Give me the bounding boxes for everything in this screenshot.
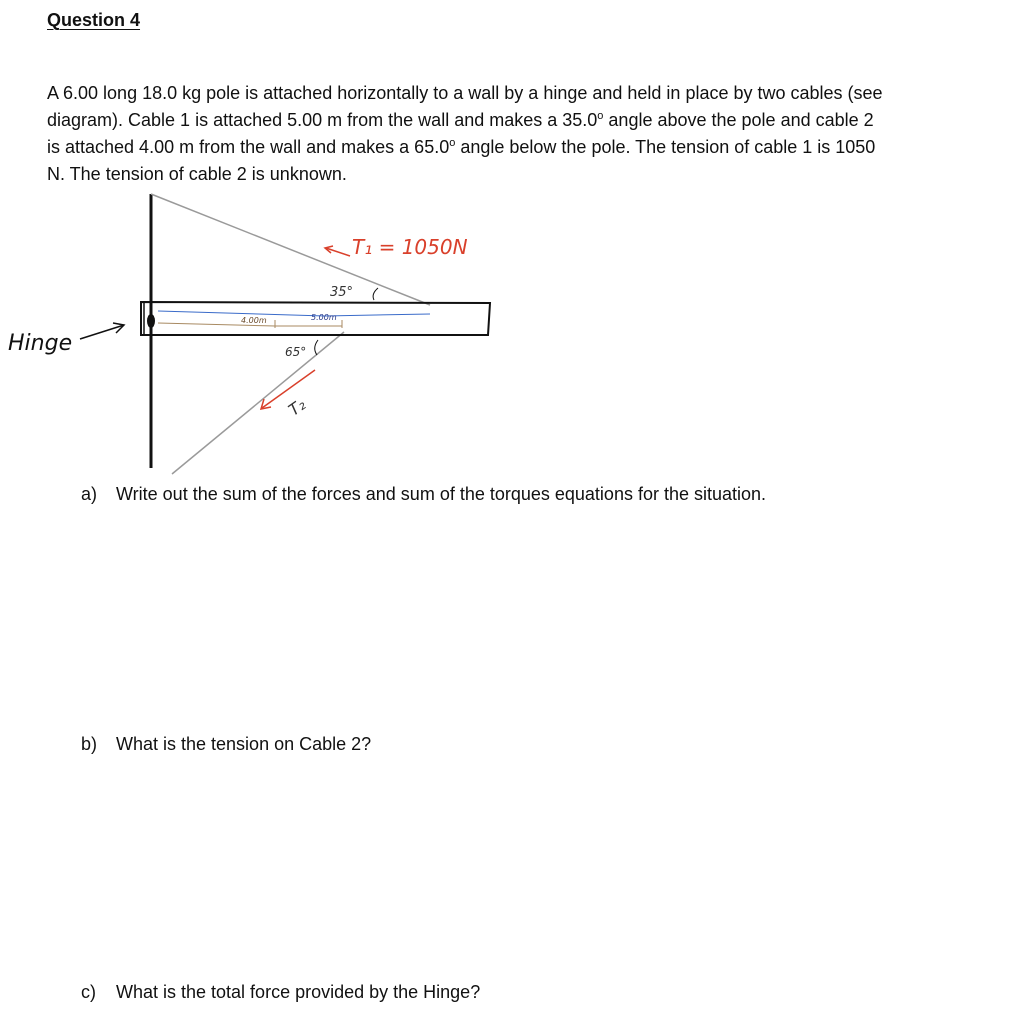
distance-5m-label: 5.00m: [311, 313, 337, 322]
tension-1-label: T₁ = 1050N: [352, 235, 468, 259]
problem-line-1: A 6.00 long 18.0 kg pole is attached horizontally to a wall by a hinge and held in place by two cables (see: [47, 83, 883, 103]
question-c-text: What is the total force provided by the Hinge?: [116, 982, 481, 1002]
question-a: [81, 484, 766, 505]
angle-35-arc: [373, 288, 378, 300]
question-heading: Question 4: [47, 10, 141, 30]
hinge-dot: [147, 314, 155, 328]
degree-mark: o: [597, 110, 604, 122]
problem-line-2: diagram). Cable 1 is attached 5.00 m from the wall and makes a 35.0$^o$ angle above the pole and cable 2: [47, 110, 874, 130]
question-b-letter: b): [81, 734, 98, 754]
problem-line-3: is attached 4.00 m from the wall and makes a 65.0$^o$ angle below the pole. The tension of cable 1 is 1050: [47, 137, 876, 157]
distance-4m-label: 4.00m: [241, 316, 267, 325]
question-a-letter: a): [81, 484, 98, 504]
pole-diagram: [0, 190, 500, 480]
question-b-text: What is the tension on Cable 2?: [116, 734, 372, 754]
problem-statement: [47, 80, 952, 188]
angle-65-arc: [315, 340, 318, 355]
degree-mark: o: [449, 137, 456, 149]
cable1-attach-marker: [158, 311, 430, 316]
question-a-text: Write out the sum of the forces and sum of the torques equations for the situation.: [116, 484, 767, 504]
problem-line-4: N. The tension of cable 2 is unknown.: [47, 164, 347, 184]
cable-2: [172, 332, 344, 474]
hinge-label: Hinge: [8, 331, 73, 356]
question-c-letter: c): [81, 982, 96, 1002]
angle-35-label: 35°: [330, 285, 354, 300]
angle-65-label: 65°: [285, 345, 307, 359]
question-b: [81, 734, 371, 755]
tension-2-label: T₂: [284, 394, 310, 420]
question-c: [81, 982, 480, 1003]
